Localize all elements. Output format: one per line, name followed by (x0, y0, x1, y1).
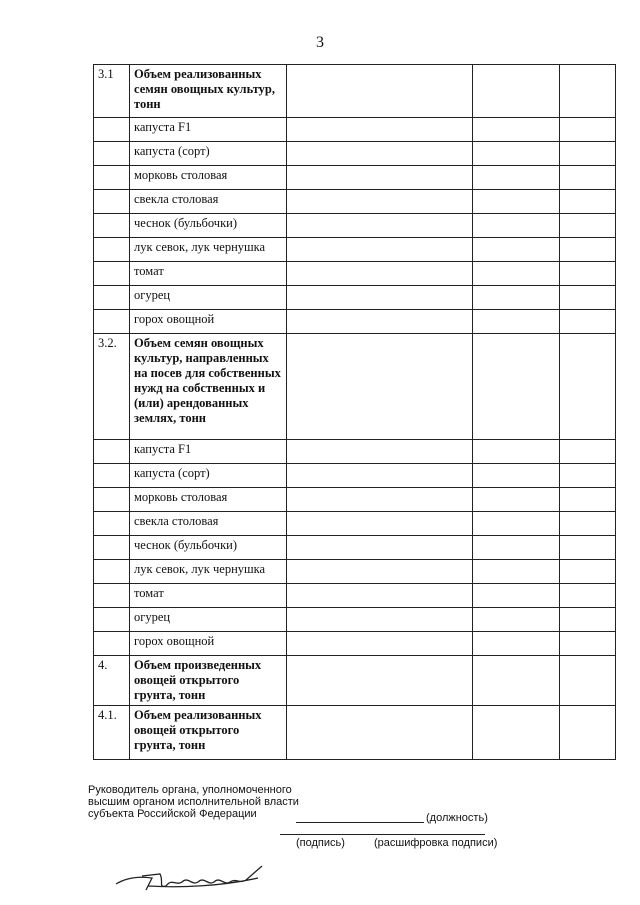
value-cell-1[interactable] (287, 632, 473, 656)
decode-label: (расшифровка подписи) (374, 837, 498, 849)
value-cell-3[interactable] (560, 142, 616, 166)
section-row (94, 65, 616, 118)
signatory-caption (88, 784, 299, 820)
row-name-cell: Объем семян овощных культур, направленных на посев для собственных нужд на собственных и (или) арендованных землях, тонн (130, 334, 287, 440)
table-row (94, 214, 616, 238)
value-cell-2[interactable] (473, 440, 560, 464)
row-number-cell (94, 584, 130, 608)
value-cell-2[interactable] (473, 166, 560, 190)
table-row (94, 560, 616, 584)
table-row (94, 310, 616, 334)
value-cell-3[interactable] (560, 238, 616, 262)
value-cell-2[interactable] (473, 584, 560, 608)
value-cell-2[interactable] (473, 608, 560, 632)
value-cell-1[interactable] (287, 166, 473, 190)
row-name-cell: томат (130, 584, 287, 608)
value-cell-3[interactable] (560, 560, 616, 584)
value-cell-1[interactable] (287, 656, 473, 706)
section-row (94, 334, 616, 440)
value-cell-1[interactable] (287, 584, 473, 608)
table-row (94, 608, 616, 632)
row-number-cell (94, 238, 130, 262)
row-number-cell: 4. (94, 656, 130, 706)
position-line (296, 822, 424, 823)
value-cell-3[interactable] (560, 632, 616, 656)
row-number-cell (94, 166, 130, 190)
row-number-cell: 3.2. (94, 334, 130, 440)
value-cell-3[interactable] (560, 464, 616, 488)
table-row (94, 512, 616, 536)
table-row (94, 286, 616, 310)
value-cell-1[interactable] (287, 238, 473, 262)
value-cell-2[interactable] (473, 262, 560, 286)
row-name-cell: морковь столовая (130, 488, 287, 512)
row-name-cell: горох овощной (130, 310, 287, 334)
section-row (94, 706, 616, 760)
value-cell-1[interactable] (287, 142, 473, 166)
value-cell-3[interactable] (560, 488, 616, 512)
row-name-cell: чеснок (бульбочки) (130, 536, 287, 560)
table-row (94, 190, 616, 214)
value-cell-1[interactable] (287, 536, 473, 560)
row-name-cell: томат (130, 262, 287, 286)
table-row (94, 488, 616, 512)
value-cell-1[interactable] (287, 286, 473, 310)
table-row (94, 464, 616, 488)
table-row (94, 536, 616, 560)
value-cell-2[interactable] (473, 334, 560, 440)
row-name-cell: Объем реализованных овощей открытого грунта, тонн (130, 706, 287, 760)
value-cell-3[interactable] (560, 608, 616, 632)
value-cell-2[interactable] (473, 286, 560, 310)
table-row (94, 142, 616, 166)
table-row (94, 440, 616, 464)
section-row (94, 656, 616, 706)
form-table (93, 64, 616, 760)
row-name-cell: лук севок, лук чернушка (130, 560, 287, 584)
value-cell-3[interactable] (560, 262, 616, 286)
value-cell-3[interactable] (560, 536, 616, 560)
row-number-cell (94, 560, 130, 584)
value-cell-1[interactable] (287, 214, 473, 238)
row-number-cell (94, 488, 130, 512)
row-number-cell (94, 632, 130, 656)
row-name-cell: свекла столовая (130, 512, 287, 536)
value-cell-3[interactable] (560, 214, 616, 238)
value-cell-1[interactable] (287, 262, 473, 286)
value-cell-1[interactable] (287, 310, 473, 334)
value-cell-1[interactable] (287, 560, 473, 584)
row-number-cell (94, 142, 130, 166)
row-number-cell (94, 310, 130, 334)
row-number-cell (94, 512, 130, 536)
row-number-cell (94, 262, 130, 286)
value-cell-1[interactable] (287, 512, 473, 536)
value-cell-2[interactable] (473, 65, 560, 118)
row-name-cell: огурец (130, 608, 287, 632)
value-cell-2[interactable] (473, 118, 560, 142)
value-cell-2[interactable] (473, 560, 560, 584)
value-cell-3[interactable] (560, 512, 616, 536)
value-cell-3[interactable] (560, 334, 616, 440)
row-number-cell (94, 118, 130, 142)
value-cell-1[interactable] (287, 608, 473, 632)
row-number-cell (94, 286, 130, 310)
row-name-cell: капуста (сорт) (130, 142, 287, 166)
value-cell-1[interactable] (287, 440, 473, 464)
row-name-cell: Объем произведенных овощей открытого грунта, тонн (130, 656, 287, 706)
row-number-cell: 3.1 (94, 65, 130, 118)
value-cell-3[interactable] (560, 706, 616, 760)
row-number-cell (94, 464, 130, 488)
position-label: (должность) (426, 812, 488, 824)
signatory-caption-line-3: субъекта Российской Федерации (88, 808, 257, 820)
value-cell-1[interactable] (287, 488, 473, 512)
value-cell-2[interactable] (473, 536, 560, 560)
value-cell-2[interactable] (473, 310, 560, 334)
signatory-caption-line-2: высшим органом исполнительной власти (88, 796, 299, 808)
value-cell-2[interactable] (473, 238, 560, 262)
value-cell-2[interactable] (473, 464, 560, 488)
table-row (94, 632, 616, 656)
value-cell-3[interactable] (560, 584, 616, 608)
value-cell-3[interactable] (560, 440, 616, 464)
value-cell-2[interactable] (473, 632, 560, 656)
value-cell-1[interactable] (287, 65, 473, 118)
table-row (94, 166, 616, 190)
row-name-cell: свекла столовая (130, 190, 287, 214)
row-name-cell: горох овощной (130, 632, 287, 656)
table-row (94, 262, 616, 286)
row-number-cell (94, 608, 130, 632)
row-number-cell (94, 440, 130, 464)
value-cell-1[interactable] (287, 118, 473, 142)
value-cell-1[interactable] (287, 464, 473, 488)
row-number-cell: 4.1. (94, 706, 130, 760)
value-cell-2[interactable] (473, 488, 560, 512)
value-cell-3[interactable] (560, 65, 616, 118)
page-number: 3 (316, 34, 324, 51)
value-cell-1[interactable] (287, 190, 473, 214)
row-name-cell: капуста (сорт) (130, 464, 287, 488)
signature-line (280, 834, 485, 835)
value-cell-3[interactable] (560, 118, 616, 142)
signatory-caption-line-1: Руководитель органа, уполномоченного (88, 784, 292, 796)
value-cell-2[interactable] (473, 656, 560, 706)
table-row (94, 584, 616, 608)
row-name-cell: морковь столовая (130, 166, 287, 190)
table-row (94, 118, 616, 142)
value-cell-2[interactable] (473, 190, 560, 214)
row-name-cell: лук севок, лук чернушка (130, 238, 287, 262)
value-cell-1[interactable] (287, 334, 473, 440)
value-cell-2[interactable] (473, 214, 560, 238)
value-cell-2[interactable] (473, 142, 560, 166)
row-name-cell: капуста F1 (130, 440, 287, 464)
value-cell-3[interactable] (560, 190, 616, 214)
signature-label: (подпись) (296, 837, 345, 849)
value-cell-3[interactable] (560, 310, 616, 334)
table-row (94, 238, 616, 262)
row-number-cell (94, 536, 130, 560)
value-cell-2[interactable] (473, 706, 560, 760)
handwritten-signature (112, 856, 282, 896)
value-cell-1[interactable] (287, 706, 473, 760)
row-name-cell: чеснок (бульбочки) (130, 214, 287, 238)
row-name-cell: капуста F1 (130, 118, 287, 142)
value-cell-2[interactable] (473, 512, 560, 536)
value-cell-3[interactable] (560, 166, 616, 190)
row-name-cell: Объем реализованных семян овощных культур, тонн (130, 65, 287, 118)
row-number-cell (94, 214, 130, 238)
row-number-cell (94, 190, 130, 214)
row-name-cell: огурец (130, 286, 287, 310)
value-cell-3[interactable] (560, 286, 616, 310)
value-cell-3[interactable] (560, 656, 616, 706)
